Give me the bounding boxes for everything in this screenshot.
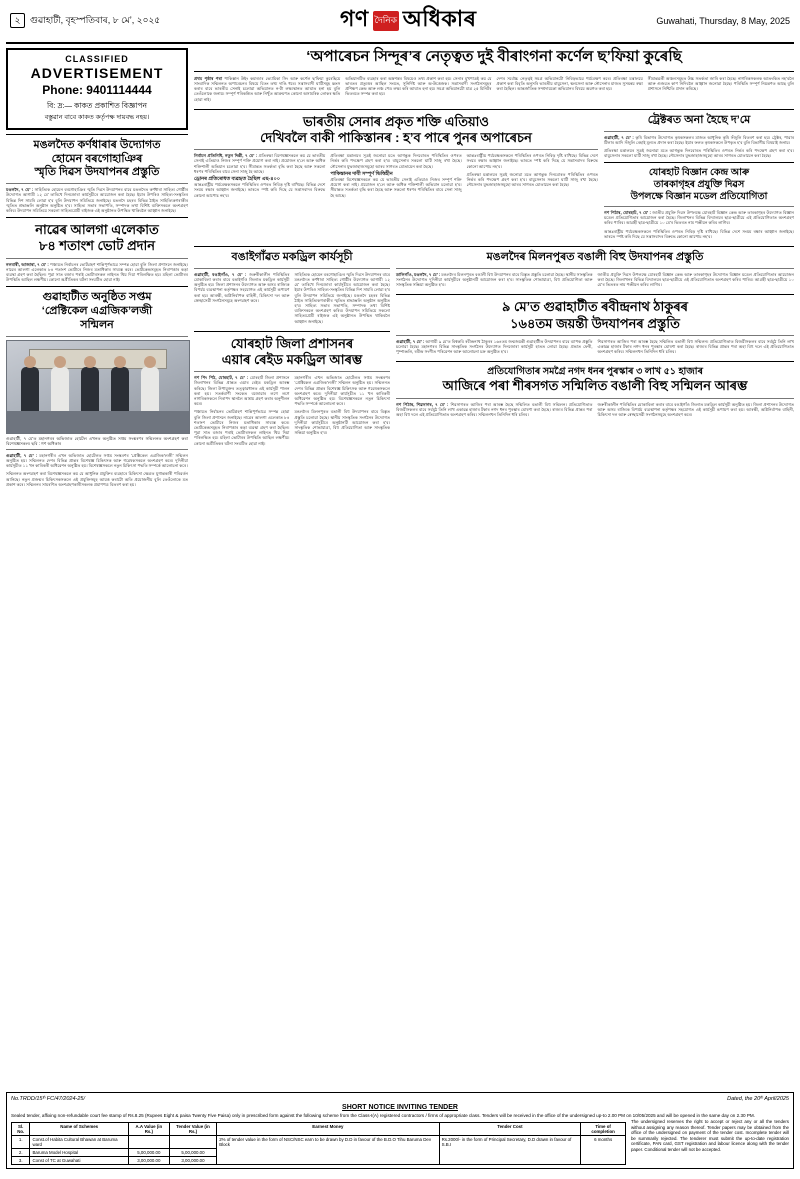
story8-headline: ট্ৰেক্টৰত অনা হৈছে দ’মে <box>647 113 751 126</box>
logo-text-adhikar: অধিকাৰ <box>402 6 477 31</box>
classified-phone: Phone: 9401114444 <box>42 83 152 97</box>
tender-table <box>11 1122 626 1165</box>
story8-text-repeat: প্ৰতিৰক্ষা মন্ত্ৰালয়ৰ সূত্ৰই জনোৱা মতে আগন্তুক দিনবোৰত পৰিস্থিতিৰ ওপৰত নিৰ্ভৰ কৰি পদক্ষেপ গ্ৰহণ কৰা হ’ব। বায়ুসেনাৰ সকলো ঘাটি সাজু ৰখা হৈছে। নৌসেনাৰ যুদ্ধজাহাজসমূহো আৰব সাগৰত মোতায়েন কৰা হৈছে। <box>604 147 794 159</box>
column-1 <box>6 48 188 1088</box>
logo-text-gan: গণ <box>339 6 369 31</box>
tender-r3-aa: 3,00,000.00 <box>128 1157 169 1165</box>
story5-byline: গুৱাহাটী, বঙাইগাঁও, ৭ মে’ : <box>194 271 247 277</box>
photo-person-4 <box>111 367 129 413</box>
story7-body <box>396 272 794 291</box>
tender-r2-tv: 5,00,000.00 <box>169 1149 216 1157</box>
story3-headline-line3: সন্মিলন <box>80 318 114 331</box>
page-number-badge: ২ <box>10 13 25 28</box>
story11-headline: আজিৰে পৰা শীৰসগত সন্মিলিত বঙালী বিহু সন্মিলন আৰম্ভ <box>442 378 748 394</box>
story7-text: মঙলদৈৰ মিলনপুৰত বঙালী বিহু উদযাপনৰ বাবে বিস্তৃত প্ৰস্তুতি চলোৱা হৈছে। স্থানীয় সাংস্কৃতিক সংগঠনৰ উদ্যোগত দুদিনীয়া কাৰ্যসূচীৰে অনুষ্ঠানটি আয়োজন কৰা হ’ব। সাংস্কৃতিক শোভাযাত্ৰা, বিহু প্ৰতিযোগিতা আৰু সাংস্কৃতিক সন্ধিয়া অনুষ্ঠিত হ’ব। <box>396 271 593 288</box>
story3-text-2: সন্মিলনত অংশগ্ৰহণ কৰা বিশেষজ্ঞসকলে কয় যে আধুনিক প্ৰযুক্তিৰ ব্যৱহাৰে চিকিৎসা ক্ষেত্ৰত যুগান্তকাৰী পৰিৱৰ্তন আনিছে। নতুন প্ৰজন্মৰ চিকিৎসকসকলে এই প্ৰযুক্তিসমূহ আয়ত্ত কৰাটো অতি প্ৰয়োজনীয় বুলি তেওঁলোকে মত প্ৰকাশ কৰে। সন্মিলনৰ সামৰণিত অংশগ্ৰহণকাৰীসকলক প্ৰমাণপত্ৰ বিতৰণ কৰা হয়। <box>6 471 188 487</box>
story4-col-2b: প্ৰতিৰক্ষা বিশেষজ্ঞসকলে কয় যে ভাৰতীয় সেনাই এতিয়াও নিজৰ সম্পূৰ্ণ শক্তি প্ৰয়োগ কৰা নাই। প্ৰয়োজন হ’লে আৰু অধিক শক্তিশালী অভিযান চলোৱা হ’ব। সীমান্তত সতৰ্কতা বৃদ্ধি কৰা হৈছে আৰু সকলো ধৰণৰ পৰিস্থিতিৰ বাবে সেনা সাজু হৈ আছে। <box>330 177 462 198</box>
tender-r3-name: Const of TC at Guwahati <box>30 1157 129 1165</box>
main-area <box>194 48 794 1088</box>
logo-badge: দৈনিক <box>373 11 399 31</box>
story-agroecology-conference <box>6 291 188 486</box>
main-col-4: সীমান্তৱৰ্তী অঞ্চলসমূহত উচ্চ সতৰ্কতা জাৰি কৰা হৈছে। নাগৰিকসকলক আতংকিত নহ’বলৈ আৰু গুজৱত কাণ নিদিবলৈ আহ্বান জনোৱা হৈছে। পৰিস্থিতি সম্পূৰ্ণ নিয়ন্ত্ৰণত আছে বুলি প্ৰশাসনে নিশ্চিতি প্ৰদান কৰিছে। <box>647 75 794 92</box>
story7-text-2: জাতীয় প্ৰযুক্তি দিৱস উপলক্ষে যোৰহাট বিজ্ঞান কেন্দ্ৰ আৰু তাৰকাগৃহৰ উদ্যোগত বিজ্ঞান মডেল প্ৰতিযোগিতাৰ আয়োজন কৰা হৈছে। জিলাখনৰ বিভিন্ন বিদ্যালয়ৰ ছাত্ৰ-ছাত্ৰীয়ে এই প্ৰতিযোগিতাত অংশগ্ৰহণ কৰিব পাৰিব। আগ্ৰহী ছাত্ৰ-ছাত্ৰীয়ে ১০ মে’ৰ ভিতৰত নাম পঞ্জীয়ন কৰিব লাগিব। <box>597 271 794 288</box>
story6-text-2: মহানগৰীৰ এখন অভিজাত হোটেলত সপ্তম সংস্কৰণৰ ‘প্ৰেক্টিকেল এগ্ৰজিক’লজী’ সন্মিলন অনুষ্ঠিত হয়। সন্মিলনত দেশৰ বিভিন্ন প্ৰান্তৰ বিশেষজ্ঞ চিকিৎসক আৰু গৱেষকসকলে অংশগ্ৰহণ কৰে। দুদিনীয়া কাৰ্যসূচীত ১১ খন কাৰিকৰী অধিৱেশন অনুষ্ঠিত হয়। বিশেষজ্ঞসকলে নতুন চিকিৎসা পদ্ধতি সম্পৰ্কে আলোচনা কৰে। <box>294 375 390 407</box>
classified-note-2: বস্তুৱান বাবে কাকত কৰ্তৃপক্ষ দায়বদ্ধ নহয়। <box>44 114 150 122</box>
story10-headline-line1: ৯ মে’ত গুৱাহাটীত ৰবীন্দ্ৰনাথ ঠাকুৰৰ <box>502 299 688 315</box>
story6-text-3: মঙলদৈৰ মিলনপুৰত বঙালী বিহু উদযাপনৰ বাবে বিস্তৃত প্ৰস্তুতি চলোৱা হৈছে। স্থানীয় সাংস্কৃতিক সংগঠনৰ উদ্যোগত দুদিনীয়া কাৰ্যসূচীৰে অনুষ্ঠানটি আয়োজন কৰা হ’ব। সাংস্কৃতিক শোভাযাত্ৰা, বিহু প্ৰতিযোগিতা আৰু সাংস্কৃতিক সন্ধিয়া অনুষ্ঠিত হ’ব। <box>294 409 390 436</box>
photo-person-1 <box>21 367 39 413</box>
story1-body <box>6 187 188 213</box>
story-army-strength <box>194 114 598 242</box>
masthead-date-english: Guwahati, Thursday, 8 May, 2025 <box>656 15 790 26</box>
story5-body <box>194 272 390 327</box>
tender-col-name: Name of Schemes <box>30 1123 129 1136</box>
story2-body <box>6 262 188 283</box>
story1-text: সাহিত্যিক হোমেন বৰগোহাঞিৰ স্মৃতি দিৱস উদযাপনৰ বাবে মঙলদৈত কৰ্ণধাৰা সাহিত্য গোষ্ঠীৰ উদ্যোগত আগামী ১২ মে’ তাৰিখে দিনজোৰা কাৰ্যসূচীৰে আয়োজন কৰা হৈছে। ইয়াৰ উপৰিও সাহিত্য-সংস্কৃতিৰ বিভিন্ন দিশ সামৰি লোৱা হ’ব বুলি উদযাপন সমিতিয়ে জনাইছে। মঙলদৈ চহৰৰ বিভিন্ন ঠাইত সাহিত্যিকগৰাকীৰ স্মৃতিত শ্ৰদ্ধাঞ্জলি অনুষ্ঠান অনুষ্ঠিত হ’ব। সাহিত্য সভাৰ সভাপতি, সম্পাদক তথা বিশিষ্ট ব্যক্তিসকলে অংশগ্ৰহণ কৰিব। উদযাপন সমিতিয়ে সকলো সাহিত্যপ্ৰেমী ৰাইজক এই অনুষ্ঠানত উপস্থিত থাকিবলৈ আহ্বান জনাইছে। <box>6 187 189 213</box>
photo-person-2 <box>51 367 69 413</box>
tender-ref-no: No.TRDD/15ᵗʰ FC/47/2024-25/ <box>11 1096 85 1102</box>
main-byline: প্ৰথম পৃষ্ঠাৰ পৰা <box>194 75 223 81</box>
tender-right-note: The undersigned reserves the right to accept or reject any or all the tenders without assigning any reason thereof. Tender papers may be obtained from the office of the undersigned on payment of the tender cost. Incomplete tender will be summarily rejected. The tenderer must submit the up-to-date registration certificate, PAN card, GST registration and labour licence along with the tender paper. Conditional tender will not be accepted. <box>630 1119 789 1152</box>
masthead-date-assamese: গুৱাহাটী, বৃহস্পতিবাৰ, ৮ মে’, ২০২৫ <box>30 15 161 25</box>
tender-r1-tv <box>169 1136 216 1149</box>
classified-label: CLASSIFIED <box>65 54 129 64</box>
story9-byline: গণ পিঠাৰ, যোৰহাট, ৭ মে’ : <box>604 209 651 215</box>
main-headline: ‘অপাৰেচন সিন্দূৰ’ৰ নেতৃত্বত দুই বীৰাংগনা কৰ্ণেল ছ’ফিয়া কুৰেছি <box>306 48 682 65</box>
story3-headline-line2: ‘প্ৰেক্টিকেল এগ্ৰজিক’লজী <box>41 305 153 318</box>
story6-headline-line2: এয়াৰ ৰেইড মকড্ৰিল আৰম্ভ <box>221 352 363 367</box>
story6-headline-line1: যোৰহাট জিলা প্ৰশাসনৰ <box>230 335 354 351</box>
story1-headline-line3: স্মৃতি দিৱস উদযাপনৰ প্ৰস্তুতি <box>34 166 160 179</box>
tender-r2-name: Baruma Model Hospital <box>30 1149 129 1157</box>
advertisement-label: ADVERTISEMENT <box>30 65 164 81</box>
story1-headline-line2: হোমেন বৰগোহাঞিৰ <box>51 152 143 165</box>
tender-time: 6 months <box>581 1136 626 1165</box>
story2-text: পঞ্চায়ত নিৰ্বাচনৰ ভোটগ্ৰহণ শান্তিপূৰ্ণভাৱে সম্পন্ন হোৱা বুলি জিলা প্ৰশাসনে জনাইছে। নাৱেৰ আলগা এলেকাত ৮৪ শতাংশ ভোটাৰে নিজৰ মতাধিকাৰ সাব্যস্ত কৰে। ভোটকেন্দ্ৰসমূহত নিৰাপত্তাৰ কড়া ব্যৱস্থা গ্ৰহণ কৰা হৈছিল। পুৱা সাত বজাৰ পৰাই ভোটাৰসকল লাইনত থিয় দিয়া পৰিলক্ষিত হয়। মহিলা ভোটাৰৰ উপস্থিতি আছিল লক্ষণীয়। কোনো অপ্ৰীতিকৰ ঘটনা সংঘটিত হোৱা নাই। <box>6 261 188 283</box>
story2-byline: নলবাৰী, আজাৰা, ৭ মে’ : <box>6 261 49 267</box>
story3-text: মহানগৰীৰ এখন অভিজাত হোটেলত সপ্তম সংস্কৰণৰ ‘প্ৰেক্টিকেল এগ্ৰজিক’লজী’ সন্মিলন অনুষ্ঠিত হয়। সন্মিলনত দেশৰ বিভিন্ন প্ৰান্তৰ বিশেষজ্ঞ চিকিৎসক আৰু গৱেষকসকলে অংশগ্ৰহণ কৰে। দুদিনীয়া কাৰ্যসূচীত ১১ খন কাৰিকৰী অধিৱেশন অনুষ্ঠিত হয়। বিশেষজ্ঞসকলে নতুন চিকিৎসা পদ্ধতি সম্পৰ্কে আলোচনা কৰে। <box>6 452 188 469</box>
story7-byline: ডালিগাঁও, মঙলদৈ, ৭ মে’ : <box>396 271 441 277</box>
story4-col-1: প্ৰতিৰক্ষা বিশেষজ্ঞসকলে কয় যে ভাৰতীয় সেনাই এতিয়াও নিজৰ সম্পূৰ্ণ শক্তি প্ৰয়োগ কৰা নাই। প্ৰয়োজন হ’লে আৰু অধিক শক্তিশালী অভিযান চলোৱা হ’ব। সীমান্তত সতৰ্কতা বৃদ্ধি কৰা হৈছে আৰু সকলো ধৰণৰ পৰিস্থিতিৰ বাবে সেনা সাজু হৈ আছে। <box>194 153 326 174</box>
page-columns <box>6 48 794 1088</box>
story7-headline: মঙলদৈৰ মিলনপুৰত বঙালী বিহু উদযাপনৰ প্ৰস্তুতি <box>486 250 704 263</box>
tender-r2-sl: 2. <box>12 1149 30 1157</box>
story8-body <box>604 135 794 159</box>
tender-r3-tv: 3,00,000.00 <box>169 1157 216 1165</box>
table-row <box>12 1136 626 1149</box>
story5-headline: বঙাইগাঁৱত মকড্ৰিল কাৰ্যসূচী <box>231 250 353 263</box>
story3-body <box>6 453 188 487</box>
story6-text-extra: পঞ্চায়ত নিৰ্বাচনৰ ভোটগ্ৰহণ শান্তিপূৰ্ণভাৱে সম্পন্ন হোৱা বুলি জিলা প্ৰশাসনে জনাইছে। নাৱেৰ আলগা এলেকাত ৮৪ শতাংশ ভোটাৰে নিজৰ মতাধিকাৰ সাব্যস্ত কৰে। ভোটকেন্দ্ৰসমূহত নিৰাপত্তাৰ কড়া ব্যৱস্থা গ্ৰহণ কৰা হৈছিল। পুৱা সাত বজাৰ পৰাই ভোটাৰসকল লাইনত থিয় দিয়া পৰিলক্ষিত হয়। মহিলা ভোটাৰৰ উপস্থিতি আছিল লক্ষণীয়। কোনো অপ্ৰীতিকৰ ঘটনা সংঘটিত হোৱা নাই। <box>194 409 290 446</box>
masthead-logo <box>340 2 477 39</box>
story-borgohain-memorial <box>6 139 188 213</box>
story9-text: জাতীয় প্ৰযুক্তি দিৱস উপলক্ষে যোৰহাট বিজ্ঞান কেন্দ্ৰ আৰু তাৰকাগৃহৰ উদ্যোগত বিজ্ঞান মডেল প্ৰতিযোগিতাৰ আয়োজন কৰা হৈছে। জিলাখনৰ বিভিন্ন বিদ্যালয়ৰ ছাত্ৰ-ছাত্ৰীয়ে এই প্ৰতিযোগিতাত অংশগ্ৰহণ কৰিব পাৰিব। আগ্ৰহী ছাত্ৰ-ছাত্ৰীয়ে ১০ মে’ৰ ভিতৰত নাম পঞ্জীয়ন কৰিব লাগিব। <box>604 209 795 226</box>
tender-r1-aa <box>128 1136 169 1149</box>
tender-r1-name: Const.of Habita Cultural Bhawan at Baruma ward <box>30 1136 129 1149</box>
column-3-4-lower <box>396 251 794 1088</box>
story11-byline: গণ পিঠাৰ, শিৱসাগৰ, ৭ মে’ : <box>396 401 449 407</box>
tender-col-em: Earnest Money <box>217 1123 439 1136</box>
story10-text: আগামী ৯ মে’ত বিশ্বকবি ৰবীন্দ্ৰনাথ ঠাকুৰৰ ১৬৪তম জন্মজয়ন্তী গুৱাহাটীত উদযাপনৰ বাবে ব্যাপক প্ৰস্তুতি চলোৱা হৈছে। মহানগৰৰ বিভিন্ন সাংস্কৃতিক সংগঠনৰ উদ্যোগত দিনজোৰা কাৰ্যসূচী হাতত লোৱা হৈছে। প্ৰভাত ফেৰী, পুষ্পাঞ্জলি, ৰবীন্দ্ৰ সংগীত পৰিৱেশন আৰু আলোচনা চক্ৰ অনুষ্ঠিত হ’ব। <box>396 338 593 355</box>
story4-body <box>194 153 598 201</box>
story1-byline: মঙলদৈ, ৭ মে’ : <box>6 187 34 193</box>
story3-headline-line1: গুৱাহাটীত অনুষ্ঠিত সপ্তম <box>42 291 152 304</box>
story4-col-1b: আন্তঃৰাষ্ট্ৰীয় পৰ্যবেক্ষকসকলে পৰিস্থিতিৰ ওপৰত নিবিড় দৃষ্টি ৰাখিছে। বিভিন্ন দেশে সংযম ৰক্ষাৰ আহ্বান জনাইছে। ভাৰতে স্পষ্ট কৰি দিছে যে সন্ত্ৰাসবাদৰ বিৰুদ্ধে কোনো আপোচ নহ’ব। <box>194 182 326 198</box>
story8-byline: গুৱাহাটী, ৭ মে’ : <box>604 134 634 140</box>
story9-text-2: আন্তঃৰাষ্ট্ৰীয় পৰ্যবেক্ষকসকলে পৰিস্থিতিৰ ওপৰত নিবিড় দৃষ্টি ৰাখিছে। বিভিন্ন দেশে সংযম ৰক্ষাৰ আহ্বান জনাইছে। ভাৰতে স্পষ্ট কৰি দিছে যে সন্ত্ৰাসবাদৰ বিৰুদ্ধে কোনো আপোচ নহ’ব। <box>604 228 794 239</box>
story9-headline-line1: যোৰহাট বিজ্ঞান কেন্দ্ৰ আৰু <box>648 167 750 179</box>
story11-text: শিৱসাগৰত আজিৰ পৰা আৰম্ভ হৈছে সন্মিলিত বঙালী বিহু সন্মিলন। প্ৰতিযোগিতাত বিজয়ীসকলৰ বাবে সৰ্বমুঠ তিনি লাখ একাৱন্ন হাজাৰ টকাৰ নগদ ধনৰ পুৰস্কাৰ ঘোষণা কৰা হৈছে। ৰাজ্যৰ বিভিন্ন প্ৰান্তৰ পৰা অহা বিহু দলে এই প্ৰতিযোগিতাত অংশগ্ৰহণ কৰিব। সন্মিলনখন তিনিদিন ধৰি চলিব। <box>396 401 593 417</box>
tender-col-cost: Tender Cost <box>439 1123 581 1136</box>
tender-body-text: Sealed tender, affixing non-refundable court fee stamp of Rs.8.25 (Rupees Eight & paisa Twenty Five Paisa) only in prescribed form against the following scheme from the Class-I(A) registered contractors / firms of appropriate class. Tenders will be received in the office of the undersigned up-to 2.00 PM on 10/05/2025 and will be opened in the same day on 2.30 PM. <box>11 1113 755 1118</box>
story10-text-2: শিৱসাগৰত আজিৰ পৰা আৰম্ভ হৈছে সন্মিলিত বঙালী বিহু সন্মিলন। প্ৰতিযোগিতাত বিজয়ীসকলৰ বাবে সৰ্বমুঠ তিনি লাখ একাৱন্ন হাজাৰ টকাৰ নগদ ধনৰ পুৰস্কাৰ ঘোষণা কৰা হৈছে। ৰাজ্যৰ বিভিন্ন প্ৰান্তৰ পৰা অহা বিহু দলে এই প্ৰতিযোগিতাত অংশগ্ৰহণ কৰিব। সন্মিলনখন তিনিদিন ধৰি চলিব। <box>597 338 794 355</box>
main-col-1: পাকিস্তান উইং কমাণ্ডাৰ ভ্যোমিকা সিং আৰু কৰ্ণেল ছ’ফিয়া কুৰেছিয়ে সাংবাদিক সন্মিলনত অপাৰেচনৰ বিষয়ে বিতং তথ্য দাঙি ধৰে। সন্ত্ৰাসবাদী ঘাটিসমূহ ধ্বংস কৰাৰ বাবে ভাৰতীয় সেনাই চলোৱা অভিযানত ন-টা লক্ষ্যস্থানত আঘাত হনা হয় বুলি তেওঁলোকে জনায়। সম্পূৰ্ণ পৰিকল্পিত আৰু নিখুঁত আক্ৰমণত কোনো অসামৰিক লোকৰ ক্ষতি হোৱা নাই। <box>194 75 341 102</box>
story4-col-3: আন্তঃৰাষ্ট্ৰীয় পৰ্যবেক্ষকসকলে পৰিস্থিতিৰ ওপৰত নিবিড় দৃষ্টি ৰাখিছে। বিভিন্ন দেশে সংযম ৰক্ষাৰ আহ্বান জনাইছে। ভাৰতে স্পষ্ট কৰি দিছে যে সন্ত্ৰাসবাদৰ বিৰুদ্ধে কোনো আপোচ নহ’ব। <box>466 153 598 169</box>
story10-body <box>396 339 794 358</box>
tender-reference-row <box>11 1096 789 1102</box>
story5-text: জৰুৰীকালীন পৰিস্থিতিৰ মোকাবিলা কৰাৰ বাবে বঙাইগাঁও জিলাত মকড্ৰিল কাৰ্যসূচী অনুষ্ঠিত হয়। জিলা প্ৰশাসনৰ উদ্যোগত আৰু অসম ৰাজ্যিক বিপৰ্যয় ব্যৱস্থাপনা কৰ্তৃপক্ষৰ সহযোগত এই কাৰ্যসূচী ৰূপায়ণ কৰা হয়। আৰক্ষী, অগ্নিনিৰ্বাপক বাহিনী, চিকিৎসা দল আৰু স্বেচ্ছাসেৱী সংগঠনসমূহে অংশগ্ৰহণ কৰে। <box>194 271 290 303</box>
tender-r2-aa: 5,00,000.00 <box>128 1149 169 1157</box>
story6-body <box>194 375 390 449</box>
story2-headline-line1: নাৱেৰ আলগা এলেকাত <box>35 222 159 238</box>
conference-photo <box>6 340 190 434</box>
tender-cost: Rs.2000/- in the form of Principal Secretary, D.D drawn in favour of S.B.I <box>439 1136 581 1165</box>
tender-title: SHORT NOTICE INVITING TENDER <box>342 1104 458 1111</box>
story4-col-3b: প্ৰতিৰক্ষা মন্ত্ৰালয়ৰ সূত্ৰই জনোৱা মতে আগন্তুক দিনবোৰত পৰিস্থিতিৰ ওপৰত নিৰ্ভৰ কৰি পদক্ষেপ গ্ৰহণ কৰা হ’ব। বায়ুসেনাৰ সকলো ঘাটি সাজু ৰখা হৈছে। নৌসেনাৰ যুদ্ধজাহাজসমূহো আৰব সাগৰত মোতায়েন কৰা হৈছে। <box>466 171 598 188</box>
story10-headline-line2: ১৬৪তম জয়ন্তী উদযাপনৰ প্ৰস্তুতি <box>510 315 680 331</box>
tender-table-header-row <box>12 1123 626 1136</box>
story-naver-alga-voting <box>6 222 188 282</box>
main-story-body <box>194 76 794 105</box>
photo-stage <box>7 411 189 433</box>
tender-date: Dated, the 20ᵗʰ April/2025 <box>727 1096 789 1102</box>
story6-byline: গণ পিং পিঠ, যোৰহাট, ৭ মে’ : <box>194 375 249 381</box>
masthead <box>6 0 794 44</box>
classified-ad-box <box>6 48 188 130</box>
main-col-3: দেশৰ সৰ্বোচ্চ নেতৃত্বই সমগ্ৰ অভিযানটো নিবিড়ভাৱে পৰ্যবেক্ষণ কৰে। প্ৰতিৰক্ষা মন্ত্ৰালয়ে প্ৰকাশ কৰা বিবৃতি অনুসৰি ভাৰতীয় বায়ুসেনা, স্থলসেনা আৰু নৌসেনাৰ মাজত সুসমন্বয় ৰক্ষা কৰা হৈছিল। আন্তৰ্জাতিক সম্প্ৰদায়কো অভিযানৰ বিষয়ে অৱগত কৰা হয়। <box>496 75 643 92</box>
tender-col-time: Time of completion <box>581 1123 626 1136</box>
tender-col-aa: A.A Value (in Rs.) <box>128 1123 169 1136</box>
main-col-2: অভিযানটিত ব্যৱহাৰ কৰা অস্ত্ৰশস্ত্ৰৰ বিষয়েও তথ্য প্ৰকাশ কৰা হয়। সেনাৰ মুখপাত্ৰই কয় যে ভাৰতৰ প্ৰত্যুত্তৰ আছিল সংযত, সুনিৰ্দিষ্ট আৰু অ-উত্তেজক। সন্ত্ৰাসবাদী সংগঠনসমূহৰ প্ৰশিক্ষণ কেন্দ্ৰ আৰু লঞ্চ পেড লক্ষ্য কৰি আঘাত হনা হয়। সমগ্ৰ অভিযানটো মাত্ৰ ২৫ মিনিটৰ ভিতৰতে সম্পন্ন কৰা হয়। <box>345 75 492 97</box>
tender-r3-sl: 3. <box>12 1157 30 1165</box>
story6-text: যোৰহাট জিলা প্ৰশাসনে জিলাখনৰ বিভিন্ন প্ৰান্তত এয়াৰ ৰেইড মকড্ৰিল আৰম্ভ কৰিছে। জিলা উপায়ুক্তৰ তত্ত্বাৱধানত এই কাৰ্যসূচী পালন কৰা হয়। সতৰ্কবাণী সংকেত বজোৱাৰ লগে লগে নাগৰিকসকলে নিৰাপদ স্থানলৈ আশ্ৰয় গ্ৰহণ কৰাৰ অনুশীলন কৰে। <box>194 375 290 407</box>
tender-col-tv: Tender Value (in Rs.) <box>169 1123 216 1136</box>
story9-body <box>604 210 794 239</box>
story3-byline: গুৱাহাটী, ৭ মে’ : <box>6 452 38 458</box>
column-2-lower <box>194 251 390 1088</box>
story11-text-2: জৰুৰীকালীন পৰিস্থিতিৰ মোকাবিলা কৰাৰ বাবে বঙাইগাঁও জিলাত মকড্ৰিল কাৰ্যসূচী অনুষ্ঠিত হয়। জিলা প্ৰশাসনৰ উদ্যোগত আৰু অসম ৰাজ্যিক বিপৰ্যয় ব্যৱস্থাপনা কৰ্তৃপক্ষৰ সহযোগত এই কাৰ্যসূচী ৰূপায়ণ কৰা হয়। আৰক্ষী, অগ্নিনিৰ্বাপক বাহিনী, চিকিৎসা দল আৰু স্বেচ্ছাসেৱী সংগঠনসমূহে অংশগ্ৰহণ কৰে। <box>597 401 794 417</box>
photo-person-5 <box>141 367 159 413</box>
story4-headline-line2: দেখিবলৈ বাকী পাকিস্তানৰ : হ’ব পাৰে পুনৰ অপাৰেচন <box>260 130 532 146</box>
story5-text-2: সাহিত্যিক হোমেন বৰগোহাঞিৰ স্মৃতি দিৱস উদযাপনৰ বাবে মঙলদৈত কৰ্ণধাৰা সাহিত্য গোষ্ঠীৰ উদ্যোগত আগামী ১২ মে’ তাৰিখে দিনজোৰা কাৰ্যসূচীৰে আয়োজন কৰা হৈছে। ইয়াৰ উপৰিও সাহিত্য-সংস্কৃতিৰ বিভিন্ন দিশ সামৰি লোৱা হ’ব বুলি উদযাপন সমিতিয়ে জনাইছে। মঙলদৈ চহৰৰ বিভিন্ন ঠাইত সাহিত্যিকগৰাকীৰ স্মৃতিত শ্ৰদ্ধাঞ্জলি অনুষ্ঠান অনুষ্ঠিত হ’ব। সাহিত্য সভাৰ সভাপতি, সম্পাদক তথা বিশিষ্ট ব্যক্তিসকলে অংশগ্ৰহণ কৰিব। উদযাপন সমিতিয়ে সকলো সাহিত্যপ্ৰেমী ৰাইজক এই অনুষ্ঠানত উপস্থিত থাকিবলৈ আহ্বান জনাইছে। <box>294 271 390 324</box>
masthead-left <box>10 13 160 28</box>
story4-byline: নিৰ্বাচন প্ৰতিনিধি, নতুন দিল্লী, ৭ মে’ : <box>194 153 258 159</box>
story11-kicker: প্ৰতিযোগিতাৰ সমগ্ৰৈ নগদ ধনৰ পুৰস্কাৰ ৩ লাখ ৫১ হাজাৰ <box>487 366 703 378</box>
story11-body <box>396 402 794 421</box>
story4-headline-line1: ভাৰতীয় সেনাৰ প্ৰকৃত শক্তি এতিয়াও <box>302 113 490 129</box>
story8-text: কৃষি বিভাগৰ উদ্যোগত কৃষকসকলৰ মাজত আধুনিক কৃষি সঁজুলি বিতৰণ কৰা হয়। ট্ৰেক্টৰ, পাৱাৰ টিলাৰ আদি সঁজুলি ৰেহাই মূল্যত প্ৰদান কৰা হৈছে। ইয়াৰ ফলত কৃষকসকলে উপকৃত হ’ব বুলি বিভাগীয় বিষয়াই জনায়। <box>604 134 795 145</box>
story4-subhead-1: ড্ৰোনৰ প্ৰতিৰোধত ব্যৱহৃত হৈছিল এছ-৪০০ <box>194 176 280 183</box>
story9-headline-line2: তাৰকাগৃহৰ প্ৰযুক্তি দিৱস <box>653 179 745 191</box>
story10-byline: গুৱাহাটী, ৭ মে’ : <box>396 338 425 344</box>
story4-col-2: প্ৰতিৰক্ষা মন্ত্ৰালয়ৰ সূত্ৰই জনোৱা মতে আগন্তুক দিনবোৰত পৰিস্থিতিৰ ওপৰত নিৰ্ভৰ কৰি পদক্ষেপ গ্ৰহণ কৰা হ’ব। বায়ুসেনাৰ সকলো ঘাটি সাজু ৰখা হৈছে। নৌসেনাৰ যুদ্ধজাহাজসমূহো আৰব সাগৰত মোতায়েন কৰা হৈছে। <box>330 153 462 169</box>
story-operation-sindoor <box>194 48 794 105</box>
story4-subhead-2: পাকিস্তানৰ দাবী সম্পূৰ্ণ ভিত্তিহীন <box>330 170 393 177</box>
story1-headline-line1: মঙলদৈত কৰ্ণধাৰাৰ উদ্যোগত <box>33 138 161 151</box>
column-4-top <box>604 114 794 242</box>
photo-person-3 <box>81 367 99 413</box>
tender-earnest-money: 2% of tender value in the form of NSC/NSC earn to be drawn by D.D in favour of the B.D.O Tihu Baruma Dev Block <box>217 1136 439 1165</box>
story9-headline-line3: উপলক্ষে বিজ্ঞান মডেল প্ৰতিযোগিতা <box>630 191 768 203</box>
classified-note-1: বি: দ্ৰ:— কাকত প্ৰকাশিত বিজ্ঞাপন <box>46 101 148 110</box>
tender-r1-sl: 1. <box>12 1136 30 1149</box>
photo-caption: গুৱাহাটী, ৭ মে’ত মহানগৰৰ অভিজাত হোটেল এখনত অনুষ্ঠিত সপ্তম সংস্কৰণৰ সন্মিলনত অংশগ্ৰহণ কৰা বিশেষজ্ঞসকল। ছবি : গণ অধিকাৰ <box>6 435 188 446</box>
tender-notice <box>6 1092 794 1169</box>
story2-headline-line2: ৮৪ শতাংশ ভোট প্ৰদান <box>38 238 156 254</box>
tender-col-sl: Sl. No. <box>12 1123 30 1136</box>
